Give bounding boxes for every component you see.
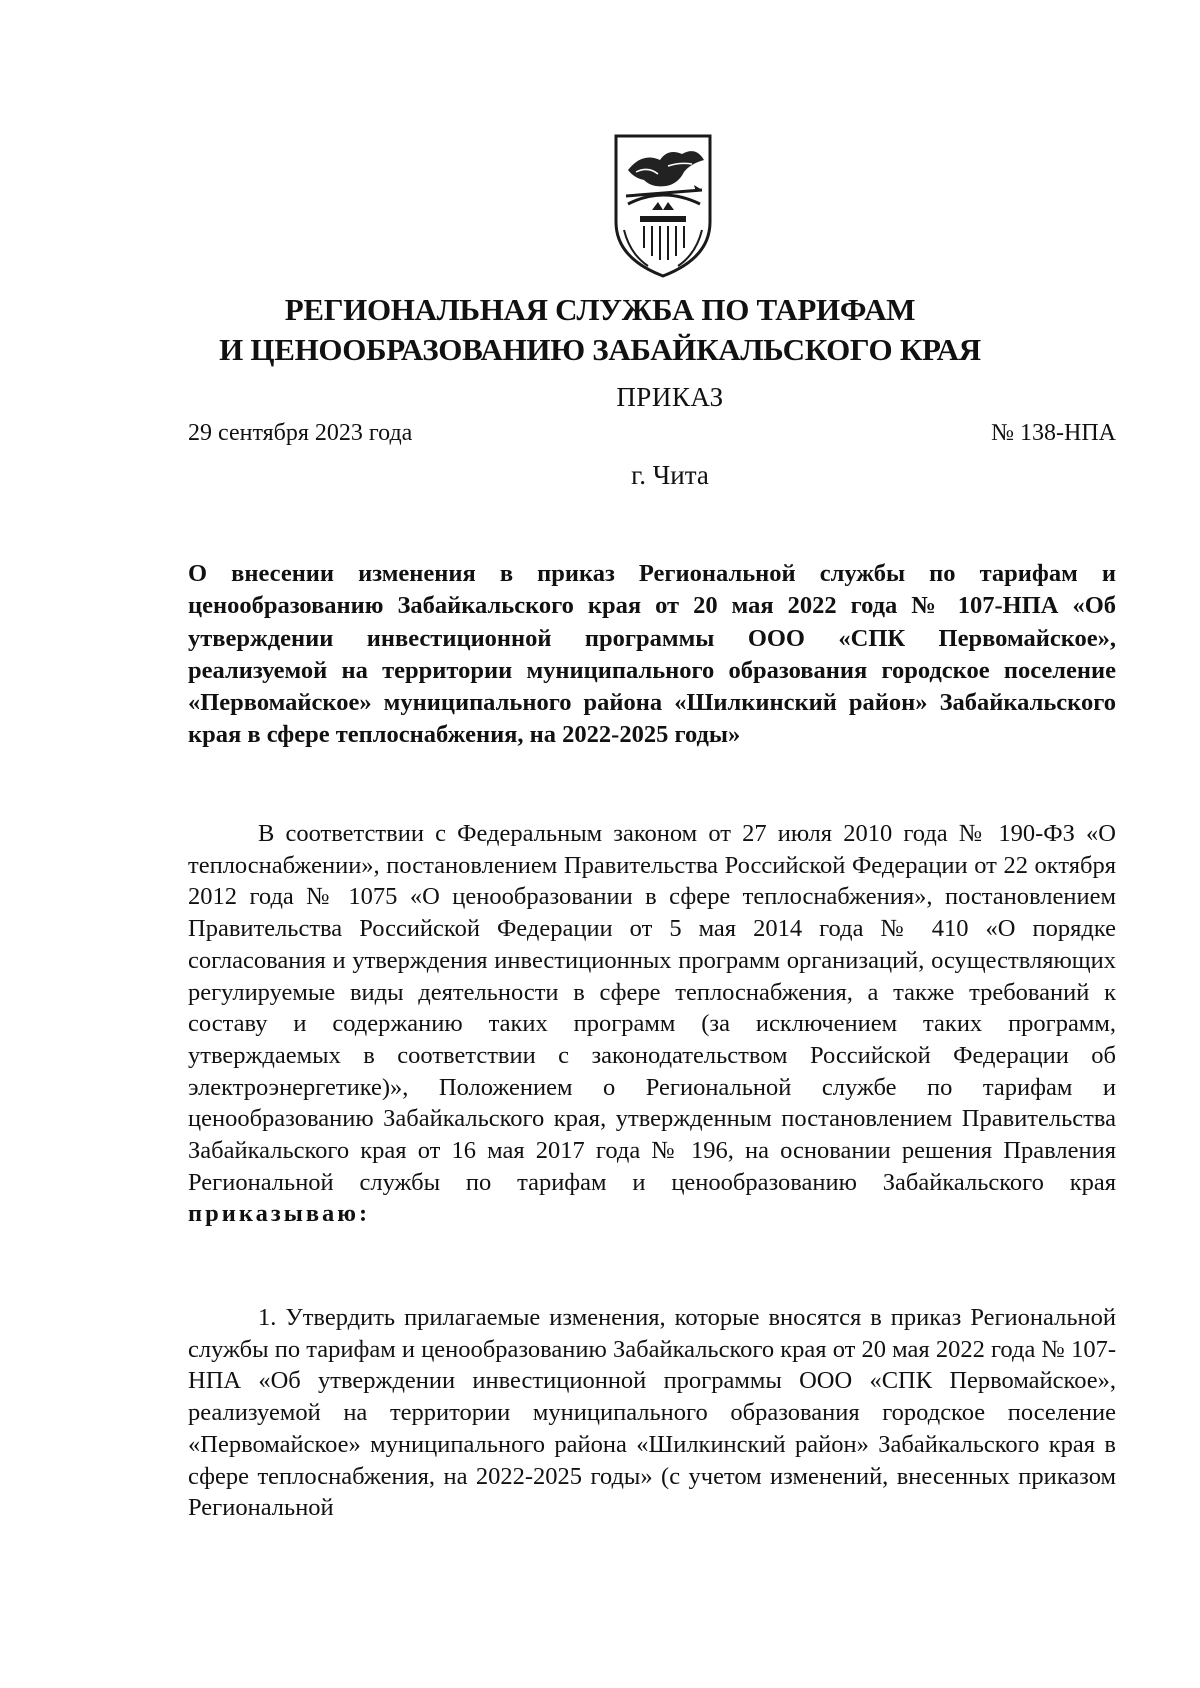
organization-title-line2: И ЦЕНООБРАЗОВАНИЮ ЗАБАЙКАЛЬСКОГО КРАЯ (219, 332, 981, 367)
order-emphasis: приказываю: (188, 1200, 371, 1228)
zabaikalsky-coat-of-arms-icon (608, 130, 718, 280)
organization-title-line1: РЕГИОНАЛЬНАЯ СЛУЖБА ПО ТАРИФАМ (284, 292, 916, 327)
order-heading: О внесении изменения в приказ Региональной службы по тарифам и ценообразованию Забайкальского края от 20 мая 2022 года № 107-НПА «Об утверждении инвестиционной программы ООО «СПК Первомайское», реализуемой на территории муниципального образования городское поселение «Первомайское» муниципального района «Шилкинский район» Забайкальского края в сфере теплоснабжения, на 2022-2025 годы» (188, 560, 1116, 749)
order-item-1: 1. Утвердить прилагаемые изменения, которые вносятся в приказ Региональной службы по тарифам и ценообразованию Забайкальского края от 20 мая 2022 года № 107-НПА «Об утверждении инвестиционной программы ООО «СПК Первомайское», реализуемой на территории муниципального образования городское поселение «Первомайское» муниципального района «Шилкинский район» Забайкальского края в сфере теплоснабжения, на 2022-2025 годы» (с учетом изменений, внесенных приказом Региональной (188, 1304, 1116, 1522)
preamble-text: В соответствии с Федеральным законом от 27 июля 2010 года № 190-ФЗ «О теплоснабжении», постановлением Правительства Российской Федерации от 22 октября 2012 года № 1075 «О ценообразовании в сфере теплоснабжения», постановлением Правительства Российской Федерации от 5 мая 2014 года № 410 «О порядке согласования и утверждения инвестиционных программ организаций, осуществляющих регулируемые виды деятельности в сфере теплоснабжения, а также требований к составу и содержанию таких программ (за исключением таких программ, утверждаемых в соответствии с законодательством Российской Федерации об электроэнергетике)», Положением о Региональной службе по тарифам и ценообразованию Забайкальского края, утвержденным постановлением Правительства Забайкальского края от 16 мая 2017 года № 196, на основании решения Правления Региональной службы по тарифам и ценообразованию Забайкальского края (188, 820, 1116, 1196)
document-type: ПРИКАЗ (616, 382, 724, 412)
document-number: № 138-НПА (991, 420, 1116, 446)
document-city: г. Чита (631, 460, 709, 490)
preamble-paragraph (188, 818, 1116, 1230)
document-date: 29 сентября 2023 года (188, 420, 413, 446)
